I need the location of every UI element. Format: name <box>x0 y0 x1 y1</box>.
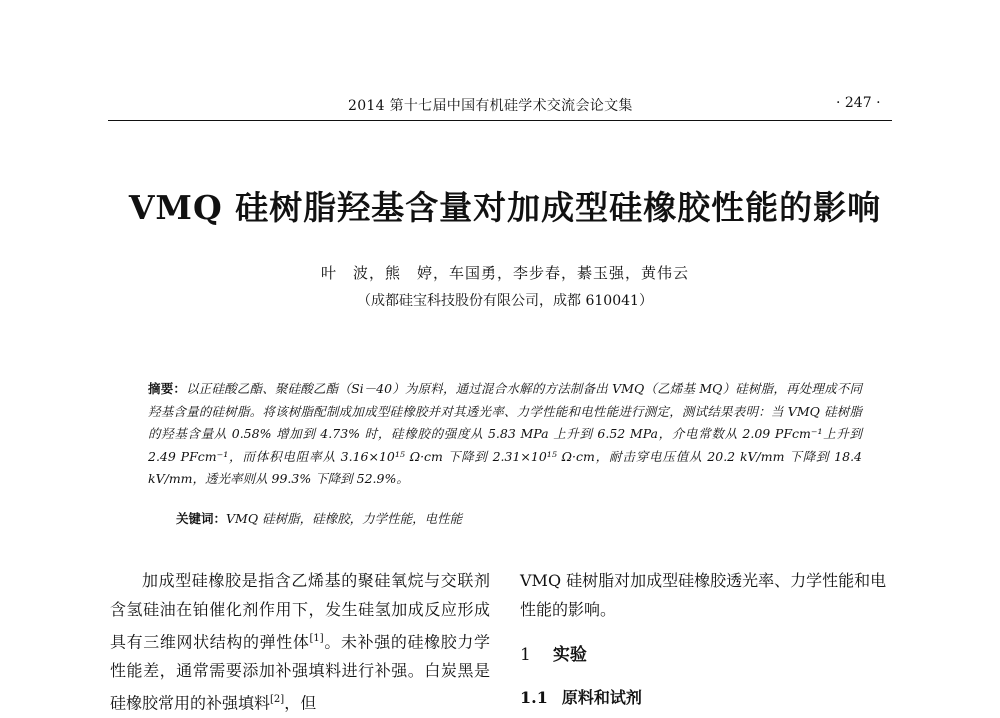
section-heading <box>520 640 587 665</box>
intro-text-1: 加成型硅橡胶是指含乙烯基的聚硅氧烷与交联剂含氢硅油在铂催化剂作用下，发生硅氢加成反应形成具有三维网状结构的弹性体 <box>110 571 490 652</box>
journal-header: 2014 第十七届中国有机硅学术交流会论文集 <box>348 98 633 114</box>
body-right-column <box>520 566 900 624</box>
keywords <box>176 509 462 527</box>
abstract-label: 摘要： <box>148 381 187 396</box>
subsection-heading <box>520 685 642 708</box>
paper-authors: 叶 波，熊 婷，车国勇，李步春，綦玉强，黄伟云 <box>320 264 689 282</box>
header-rule <box>108 120 892 121</box>
keywords-label: 关键词： <box>176 511 227 526</box>
paper-title: VMQ 硅树脂羟基含量对加成型硅橡胶性能的影响 <box>128 188 882 227</box>
intro-text-3: ，但 <box>284 693 317 713</box>
paper-affiliation: （成都硅宝科技股份有限公司，成都 610041） <box>357 293 653 309</box>
keywords-text: VMQ 硅树脂，硅橡胶，力学性能，电性能 <box>226 511 463 526</box>
intro-text-2: 。未补强的硅橡胶力学性能差，通常需要添加补强填料进行补强。白炭黑是硅橡胶常用的补强填料 <box>110 632 490 713</box>
section-number: 1 <box>520 645 531 665</box>
citation-2: [2] <box>270 694 285 706</box>
subsection-title: 原料和试剂 <box>561 688 642 707</box>
intro-paragraph <box>110 566 490 718</box>
body-left-column <box>110 566 490 718</box>
right-paragraph: VMQ 硅树脂对加成型硅橡胶透光率、力学性能和电性能的影响。 <box>520 571 887 619</box>
citation-1: [1] <box>309 633 324 644</box>
subsection-number: 1.1 <box>520 688 548 707</box>
section-title: 实验 <box>552 645 587 665</box>
abstract-text: 以正硅酸乙酯、聚硅酸乙酯（Si－40）为原料，通过混合水解的方法制备出 VMQ（乙烯基 MQ）硅树脂，再处理成不同羟基含量的硅树脂。将该树脂配制成加成型硅橡胶并对其透光率、力学性能和电性能进行测定，测试结果表明：当 VMQ 硅树脂的羟基含量从 0.58% 增加到 4.73% 时，硅橡胶的强度从 5.83 MPa 上升到 6.52 MPa，介电常数从 2.09 PFcm⁻¹上升到 2.49 PFcm⁻¹，而体积电阻率从 3.16×10¹⁵ Ω·cm 下降到 2.31×10¹⁵ Ω·cm，耐击穿电压值从 20.2 kV/mm 下降到 18.4 kV/mm，透光率则从 99.3% 下降到 52.9%。 <box>148 381 862 486</box>
abstract <box>148 378 862 491</box>
page-number: · 247 · <box>836 95 881 111</box>
